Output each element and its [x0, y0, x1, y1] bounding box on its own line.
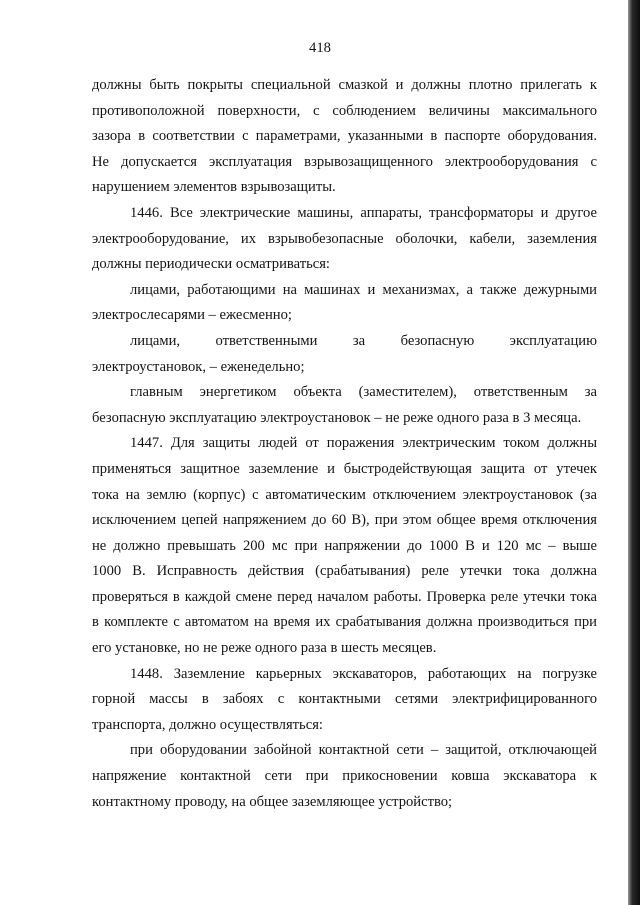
- text-line: нарушением элементов взрывозащиты.: [92, 179, 336, 196]
- text-line: электрослесарями – ежесменно;: [92, 307, 292, 324]
- text-line: безопасную эксплуатацию электроустановок – не реже одного раза в 3 месяца.: [92, 409, 582, 426]
- text-line: 1000 В. Исправность действия (срабатывания) реле утечки тока должна: [92, 563, 597, 580]
- text-line: контактному проводу, на общее заземляющее устройство;: [92, 793, 453, 810]
- scan-edge-shadow: [628, 0, 640, 905]
- paragraph-1446: [92, 201, 597, 278]
- paragraph-1447: [92, 431, 597, 661]
- text-line: исключением цепей напряжением до 60 В), при этом общее время отключения: [92, 512, 597, 529]
- text-line: транспорта, должно осуществляться:: [92, 716, 323, 733]
- text-line: электроустановок, – еженедельно;: [92, 358, 305, 375]
- page-number: 418: [309, 40, 331, 56]
- text-line: при оборудовании забойной контактной сети – защитой, отключающей: [130, 742, 597, 759]
- text-line: должны периодически осматриваться:: [92, 256, 330, 273]
- text-line: электрооборудование, их взрывобезопасные оболочки, кабели, заземления: [92, 230, 597, 247]
- text-line: его установке, но не реже одного раза в шесть месяцев.: [92, 640, 437, 657]
- text-line: лицами, ответственными за безопасную эксплуатацию: [130, 332, 597, 349]
- text-line: тока на землю (корпус) с автоматическим отключением электроустановок (за: [92, 486, 597, 503]
- text-line: в комплекте с автоматом на время их срабатывания должна производиться при: [92, 614, 597, 631]
- paragraph-list-item: [92, 278, 597, 329]
- text-line: 1448. Заземление карьерных экскаваторов, работающих на погрузке: [130, 665, 597, 682]
- paragraph-1448: [92, 662, 597, 739]
- text-line: лицами, работающими на машинах и механизмах, а также дежурными: [130, 281, 597, 298]
- text-line: главным энергетиком объекта (заместителем), ответственным за: [130, 384, 597, 401]
- text-line: зазора в соответствии с параметрами, указанными в паспорте оборудования.: [92, 128, 597, 145]
- text-line: должны быть покрыты специальной смазкой и должны плотно прилегать к: [92, 77, 597, 93]
- paragraph-continuation: [92, 73, 597, 201]
- text-line: напряжение контактной сети при прикосновении ковша экскаватора к: [92, 768, 597, 785]
- paragraph-list-item: [92, 738, 597, 815]
- text-line: проверяться в каждой смене перед началом работы. Проверка реле утечки тока: [92, 588, 597, 605]
- text-line: 1446. Все электрические машины, аппараты, трансформаторы и другое: [130, 204, 597, 221]
- text-line: противоположной поверхности, с соблюдением величины максимального: [92, 102, 597, 119]
- paragraph-list-item: [92, 380, 597, 431]
- document-body: [92, 73, 597, 815]
- text-line: горной массы в забоях с контактными сетями электрифицированного: [92, 691, 597, 708]
- text-line: не должно превышать 200 мс при напряжении до 1000 В и 120 мс – выше: [92, 537, 597, 554]
- text-line: 1447. Для защиты людей от поражения электрическим током должны: [130, 435, 597, 452]
- text-line: Не допускается эксплуатация взрывозащищенного электрооборудования с: [92, 153, 597, 170]
- paragraph-list-item: [92, 329, 597, 380]
- text-line: применяться защитное заземление и быстродействующая защита от утечек: [92, 460, 597, 477]
